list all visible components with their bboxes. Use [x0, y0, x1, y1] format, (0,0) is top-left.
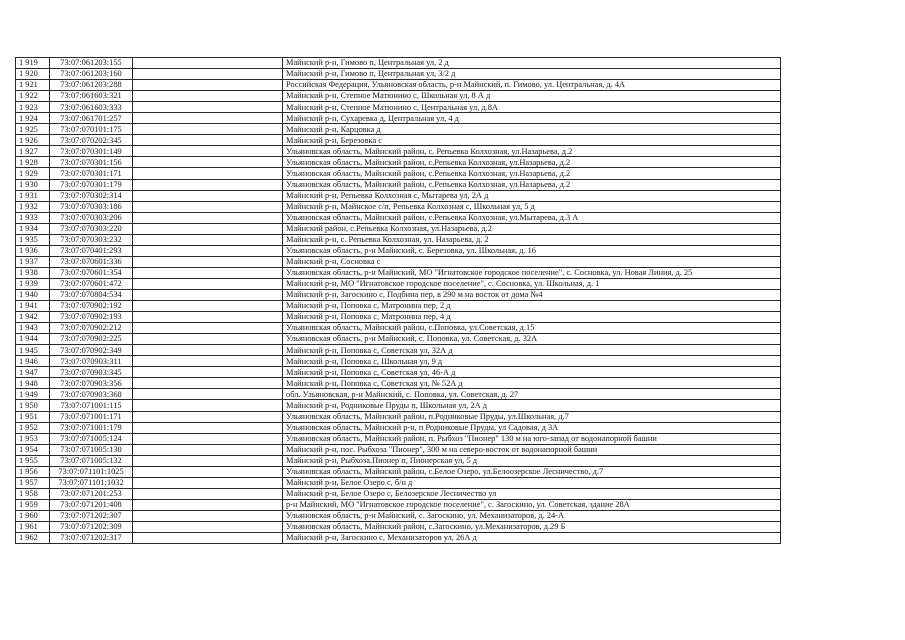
empty-cell	[133, 201, 283, 212]
address-cell: Майнский р-н, Поповка с, Советская ул, 32А д	[283, 345, 781, 356]
address-cell: Майнский р-н, Белое Озеро с, Белозерское Лесничество ул	[283, 488, 781, 499]
empty-cell	[133, 433, 283, 444]
empty-cell	[133, 168, 283, 179]
address-cell: Ульяновская область, Майнский район, п. Рыбхоз "Пионер" 130 м на юго-запад от водонапорной башни	[283, 433, 781, 444]
table-row	[16, 345, 781, 356]
empty-cell	[133, 323, 283, 334]
cadastral-number-cell: 73:07:070902:192	[50, 301, 133, 312]
address-cell: Майнский р-н, с. Репьевка Колхозная, ул. Назарьева, д. 2	[283, 234, 781, 245]
cadastral-number-cell: 73:07:070301:171	[50, 168, 133, 179]
row-number-cell: 1 939	[16, 278, 50, 289]
address-cell: Майнский р-н, Майнское с/п, Репьевка Колхозная с, Школьная ул, 5 д	[283, 201, 781, 212]
empty-cell	[133, 278, 283, 289]
address-cell: Майнский район, с.Репьевка Колхозная, ул.Назарьева, д.2	[283, 223, 781, 234]
cadastral-number-cell: 73:07:071001:115	[50, 400, 133, 411]
empty-cell	[133, 488, 283, 499]
row-number-cell: 1 921	[16, 80, 50, 91]
cadastral-number-cell: 73:07:061603:333	[50, 102, 133, 113]
address-cell: Ульяновская область, Майнский район, п.Родниковые Пруды, ул.Школьная, д.7	[283, 411, 781, 422]
registry-sheet	[15, 57, 780, 544]
empty-cell	[133, 124, 283, 135]
address-cell: Майнский р-н, Гимово п, Центральная ул, 2 д	[283, 58, 781, 69]
table-row	[16, 223, 781, 234]
address-cell: р-н Майнский, МО "Игнатовское городское поселение", с. Загоскино, ул. Советская, здание 28А	[283, 499, 781, 510]
table-row	[16, 58, 781, 69]
row-number-cell: 1 943	[16, 323, 50, 334]
registry-table	[15, 57, 781, 544]
table-row	[16, 69, 781, 80]
address-cell: Майнский р-н, Репьевка Колхозная с, Мытарева ул, 2А д	[283, 190, 781, 201]
table-row	[16, 124, 781, 135]
cadastral-number-cell: 73:07:071005:130	[50, 444, 133, 455]
empty-cell	[133, 245, 283, 256]
table-row	[16, 234, 781, 245]
row-number-cell: 1 934	[16, 223, 50, 234]
row-number-cell: 1 944	[16, 334, 50, 345]
row-number-cell: 1 946	[16, 356, 50, 367]
address-cell: Майнский р-н, Карцовка д	[283, 124, 781, 135]
empty-cell	[133, 234, 283, 245]
address-cell: Ульяновская область, Майнский район, с.Репьевка Колхозная, ул.Назарьева, д.2	[283, 168, 781, 179]
address-cell: Ульяновская область, Майнский район, с.Поповка, ул.Советская, д.15	[283, 323, 781, 334]
cadastral-number-cell: 73:07:070303:206	[50, 212, 133, 223]
row-number-cell: 1 953	[16, 433, 50, 444]
row-number-cell: 1 924	[16, 113, 50, 124]
cadastral-number-cell: 73:07:061203:160	[50, 69, 133, 80]
empty-cell	[133, 80, 283, 91]
cadastral-number-cell: 73:07:061603:321	[50, 91, 133, 102]
empty-cell	[133, 455, 283, 466]
cadastral-number-cell: 73:07:070902:349	[50, 345, 133, 356]
empty-cell	[133, 91, 283, 102]
cadastral-number-cell: 73:07:061203:288	[50, 80, 133, 91]
row-number-cell: 1 942	[16, 312, 50, 323]
cadastral-number-cell: 73:07:070301:149	[50, 146, 133, 157]
cadastral-number-cell: 73:07:061203:155	[50, 58, 133, 69]
table-row	[16, 389, 781, 400]
row-number-cell: 1 919	[16, 58, 50, 69]
table-row	[16, 400, 781, 411]
address-cell: Ульяновская область, р-н Майнский, с. Поповка, ул. Советская, д. 32А	[283, 334, 781, 345]
address-cell: Майнский р-н, Поповка с, Советская ул, 46-А д	[283, 367, 781, 378]
table-row	[16, 301, 781, 312]
cadastral-number-cell: 73:07:070902:225	[50, 334, 133, 345]
table-row	[16, 334, 781, 345]
row-number-cell: 1 922	[16, 91, 50, 102]
address-cell: Майнский р-н, пос. Рыбхоза "Пионер", 300 м на северо-восток от водонапорной башни	[283, 444, 781, 455]
empty-cell	[133, 356, 283, 367]
table-row	[16, 378, 781, 389]
table-row	[16, 521, 781, 532]
empty-cell	[133, 510, 283, 521]
cadastral-number-cell: 73:07:070902:212	[50, 323, 133, 334]
address-cell: Майнский р-н, МО "Игнатовское городское поселение", с. Сосновка, ул. Школьная, д. 1	[283, 278, 781, 289]
row-number-cell: 1 937	[16, 256, 50, 267]
table-row	[16, 510, 781, 521]
address-cell: Майнский р-н, Родниковые Пруды п, Школьная ул, 2А д	[283, 400, 781, 411]
row-number-cell: 1 952	[16, 422, 50, 433]
address-cell: Майнский р-н, Белое Озеро с, б/н д	[283, 477, 781, 488]
address-cell: Российская Федерация, Ульяновская область, р-н Майнский, п. Гимово, ул. Центральная, д. 4А	[283, 80, 781, 91]
table-row	[16, 135, 781, 146]
cadastral-number-cell: 73:07:071001:179	[50, 422, 133, 433]
cadastral-number-cell: 73:07:070804:534	[50, 289, 133, 300]
cadastral-number-cell: 73:07:070601:472	[50, 278, 133, 289]
row-number-cell: 1 926	[16, 135, 50, 146]
row-number-cell: 1 960	[16, 510, 50, 521]
row-number-cell: 1 947	[16, 367, 50, 378]
address-cell: обл. Ульяновская, р-н Майнский, с. Поповка, ул. Советская, д. 27	[283, 389, 781, 400]
empty-cell	[133, 378, 283, 389]
table-row	[16, 168, 781, 179]
row-number-cell: 1 933	[16, 212, 50, 223]
empty-cell	[133, 312, 283, 323]
cadastral-number-cell: 73:07:071202:307	[50, 510, 133, 521]
cadastral-number-cell: 73:07:071202:309	[50, 521, 133, 532]
cadastral-number-cell: 73:07:071005:132	[50, 455, 133, 466]
row-number-cell: 1 927	[16, 146, 50, 157]
empty-cell	[133, 113, 283, 124]
registry-body	[16, 58, 781, 544]
table-row	[16, 157, 781, 168]
empty-cell	[133, 477, 283, 488]
address-cell: Майнский р-н, Сосновка с	[283, 256, 781, 267]
empty-cell	[133, 444, 283, 455]
empty-cell	[133, 400, 283, 411]
address-cell: Майнский р-н, Поповка с, Матронина пер, 2 д	[283, 301, 781, 312]
cadastral-number-cell: 73:07:070601:336	[50, 256, 133, 267]
row-number-cell: 1 932	[16, 201, 50, 212]
table-row	[16, 245, 781, 256]
cadastral-number-cell: 73:07:070902:193	[50, 312, 133, 323]
address-cell: Ульяновская область, р-н Майнский, с. Березовка, ул. Школьная, д. 16	[283, 245, 781, 256]
cadastral-number-cell: 73:07:071201:408	[50, 499, 133, 510]
table-row	[16, 455, 781, 466]
address-cell: Майнский р-н, Сухаревка д, Центральная ул, 4 д	[283, 113, 781, 124]
cadastral-number-cell: 73:07:070903:345	[50, 367, 133, 378]
table-row	[16, 466, 781, 477]
row-number-cell: 1 941	[16, 301, 50, 312]
address-cell: Майнский р-н, Степное Матюнино с, Центральная ул, д.8А	[283, 102, 781, 113]
row-number-cell: 1 935	[16, 234, 50, 245]
address-cell: Майнский р-н, Поповка с, Советская ул, № 52А д	[283, 378, 781, 389]
table-row	[16, 367, 781, 378]
row-number-cell: 1 928	[16, 157, 50, 168]
table-row	[16, 477, 781, 488]
row-number-cell: 1 958	[16, 488, 50, 499]
row-number-cell: 1 950	[16, 400, 50, 411]
empty-cell	[133, 289, 283, 300]
table-row	[16, 113, 781, 124]
empty-cell	[133, 256, 283, 267]
address-cell: Ульяновская область, Майнский район, с.Загоскино, ул.Механизаторов, д.29 Б	[283, 521, 781, 532]
table-row	[16, 411, 781, 422]
empty-cell	[133, 157, 283, 168]
empty-cell	[133, 422, 283, 433]
row-number-cell: 1 955	[16, 455, 50, 466]
cadastral-number-cell: 73:07:070303:186	[50, 201, 133, 212]
address-cell: Майнский р-н, Поповка с, Школьная ул, 9 д	[283, 356, 781, 367]
empty-cell	[133, 521, 283, 532]
row-number-cell: 1 949	[16, 389, 50, 400]
table-row	[16, 179, 781, 190]
cadastral-number-cell: 73:07:070903:311	[50, 356, 133, 367]
row-number-cell: 1 956	[16, 466, 50, 477]
empty-cell	[133, 102, 283, 113]
row-number-cell: 1 925	[16, 124, 50, 135]
cadastral-number-cell: 73:07:071201:253	[50, 488, 133, 499]
row-number-cell: 1 954	[16, 444, 50, 455]
row-number-cell: 1 931	[16, 190, 50, 201]
empty-cell	[133, 334, 283, 345]
empty-cell	[133, 179, 283, 190]
cadastral-number-cell: 73:07:071005:124	[50, 433, 133, 444]
table-row	[16, 190, 781, 201]
address-cell: Майнский р-н, Загоскино с, Механизаторов ул, 26А д	[283, 533, 781, 544]
cadastral-number-cell: 73:07:070401:293	[50, 245, 133, 256]
table-row	[16, 444, 781, 455]
address-cell: Ульяновская область, Майнский район, с. Репьевка Колхозная, ул.Назарьева, д.2	[283, 146, 781, 157]
cadastral-number-cell: 73:07:070302:314	[50, 190, 133, 201]
row-number-cell: 1 962	[16, 533, 50, 544]
cadastral-number-cell: 73:07:070301:156	[50, 157, 133, 168]
address-cell: Майнский р-н, Загоскино с, Подбина пер, в 290 м на восток от дома №4	[283, 289, 781, 300]
row-number-cell: 1 923	[16, 102, 50, 113]
table-row	[16, 278, 781, 289]
table-row	[16, 201, 781, 212]
cadastral-number-cell: 73:07:070303:220	[50, 223, 133, 234]
empty-cell	[133, 135, 283, 146]
row-number-cell: 1 929	[16, 168, 50, 179]
row-number-cell: 1 936	[16, 245, 50, 256]
address-cell: Майнский р-н, Березовка с	[283, 135, 781, 146]
cadastral-number-cell: 73:07:070301:179	[50, 179, 133, 190]
empty-cell	[133, 367, 283, 378]
table-row	[16, 102, 781, 113]
address-cell: Ульяновская область, Майнский район, с.Репьевка Колхозная, ул.Назарьева, д.2	[283, 157, 781, 168]
table-row	[16, 146, 781, 157]
empty-cell	[133, 212, 283, 223]
address-cell: Ульяновская область, Майнский район, с.Репьевка Колхозная, ул.Мытарева, д.3 А	[283, 212, 781, 223]
row-number-cell: 1 945	[16, 345, 50, 356]
address-cell: Ульяновская область, р-н Майнский, МО "Игнатовское городское поселение", с. Сосновка, ул. Новая Линия, д. 25	[283, 267, 781, 278]
table-row	[16, 323, 781, 334]
table-row	[16, 499, 781, 510]
address-cell: Майнский р-н, Рыбхоза.Пионер п, Пионерская ул, 5 д	[283, 455, 781, 466]
row-number-cell: 1 957	[16, 477, 50, 488]
cadastral-number-cell: 73:07:070303:232	[50, 234, 133, 245]
address-cell: Майнский р-н, Гимово п, Центральная ул, 3/2 д	[283, 69, 781, 80]
empty-cell	[133, 345, 283, 356]
row-number-cell: 1 961	[16, 521, 50, 532]
cadastral-number-cell: 73:07:071101:1032	[50, 477, 133, 488]
table-row	[16, 488, 781, 499]
empty-cell	[133, 301, 283, 312]
address-cell: Ульяновская область, Майнский р-н, п Родниковые Пруды, ул Садовая, д 3А	[283, 422, 781, 433]
table-row	[16, 422, 781, 433]
address-cell: Майнский р-н, Степное Матюнино с, Школьная ул, 8 А д	[283, 91, 781, 102]
address-cell: Майнский р-н, Поповка с, Матронина пер, 4 д	[283, 312, 781, 323]
row-number-cell: 1 938	[16, 267, 50, 278]
empty-cell	[133, 69, 283, 80]
empty-cell	[133, 411, 283, 422]
table-row	[16, 312, 781, 323]
empty-cell	[133, 146, 283, 157]
table-row	[16, 533, 781, 544]
empty-cell	[133, 466, 283, 477]
table-row	[16, 212, 781, 223]
address-cell: Ульяновская область, р-н Майнский, с. Загоскино, ул. Механизаторов, д. 24-А	[283, 510, 781, 521]
address-cell: Ульяновская область, Майнский район, с.Репьевка Колхозная, ул.Назарьева, д.2	[283, 179, 781, 190]
cadastral-number-cell: 73:07:070601:354	[50, 267, 133, 278]
row-number-cell: 1 959	[16, 499, 50, 510]
cadastral-number-cell: 73:07:071202:317	[50, 533, 133, 544]
empty-cell	[133, 389, 283, 400]
table-row	[16, 433, 781, 444]
row-number-cell: 1 948	[16, 378, 50, 389]
empty-cell	[133, 267, 283, 278]
row-number-cell: 1 930	[16, 179, 50, 190]
cadastral-number-cell: 73:07:070202:345	[50, 135, 133, 146]
address-cell: Ульяновская область, Майнский район, с.Белое Озеро, ул.Белоозерское Лесничество, д.7	[283, 466, 781, 477]
empty-cell	[133, 533, 283, 544]
empty-cell	[133, 58, 283, 69]
table-row	[16, 80, 781, 91]
row-number-cell: 1 940	[16, 289, 50, 300]
cadastral-number-cell: 73:07:070101:175	[50, 124, 133, 135]
table-row	[16, 91, 781, 102]
table-row	[16, 356, 781, 367]
empty-cell	[133, 499, 283, 510]
cadastral-number-cell: 73:07:061701:257	[50, 113, 133, 124]
table-row	[16, 256, 781, 267]
cadastral-number-cell: 73:07:071001:171	[50, 411, 133, 422]
cadastral-number-cell: 73:07:070903:368	[50, 389, 133, 400]
row-number-cell: 1 951	[16, 411, 50, 422]
table-row	[16, 289, 781, 300]
cadastral-number-cell: 73:07:071101:1025	[50, 466, 133, 477]
row-number-cell: 1 920	[16, 69, 50, 80]
cadastral-number-cell: 73:07:070903:356	[50, 378, 133, 389]
empty-cell	[133, 223, 283, 234]
table-row	[16, 267, 781, 278]
empty-cell	[133, 190, 283, 201]
